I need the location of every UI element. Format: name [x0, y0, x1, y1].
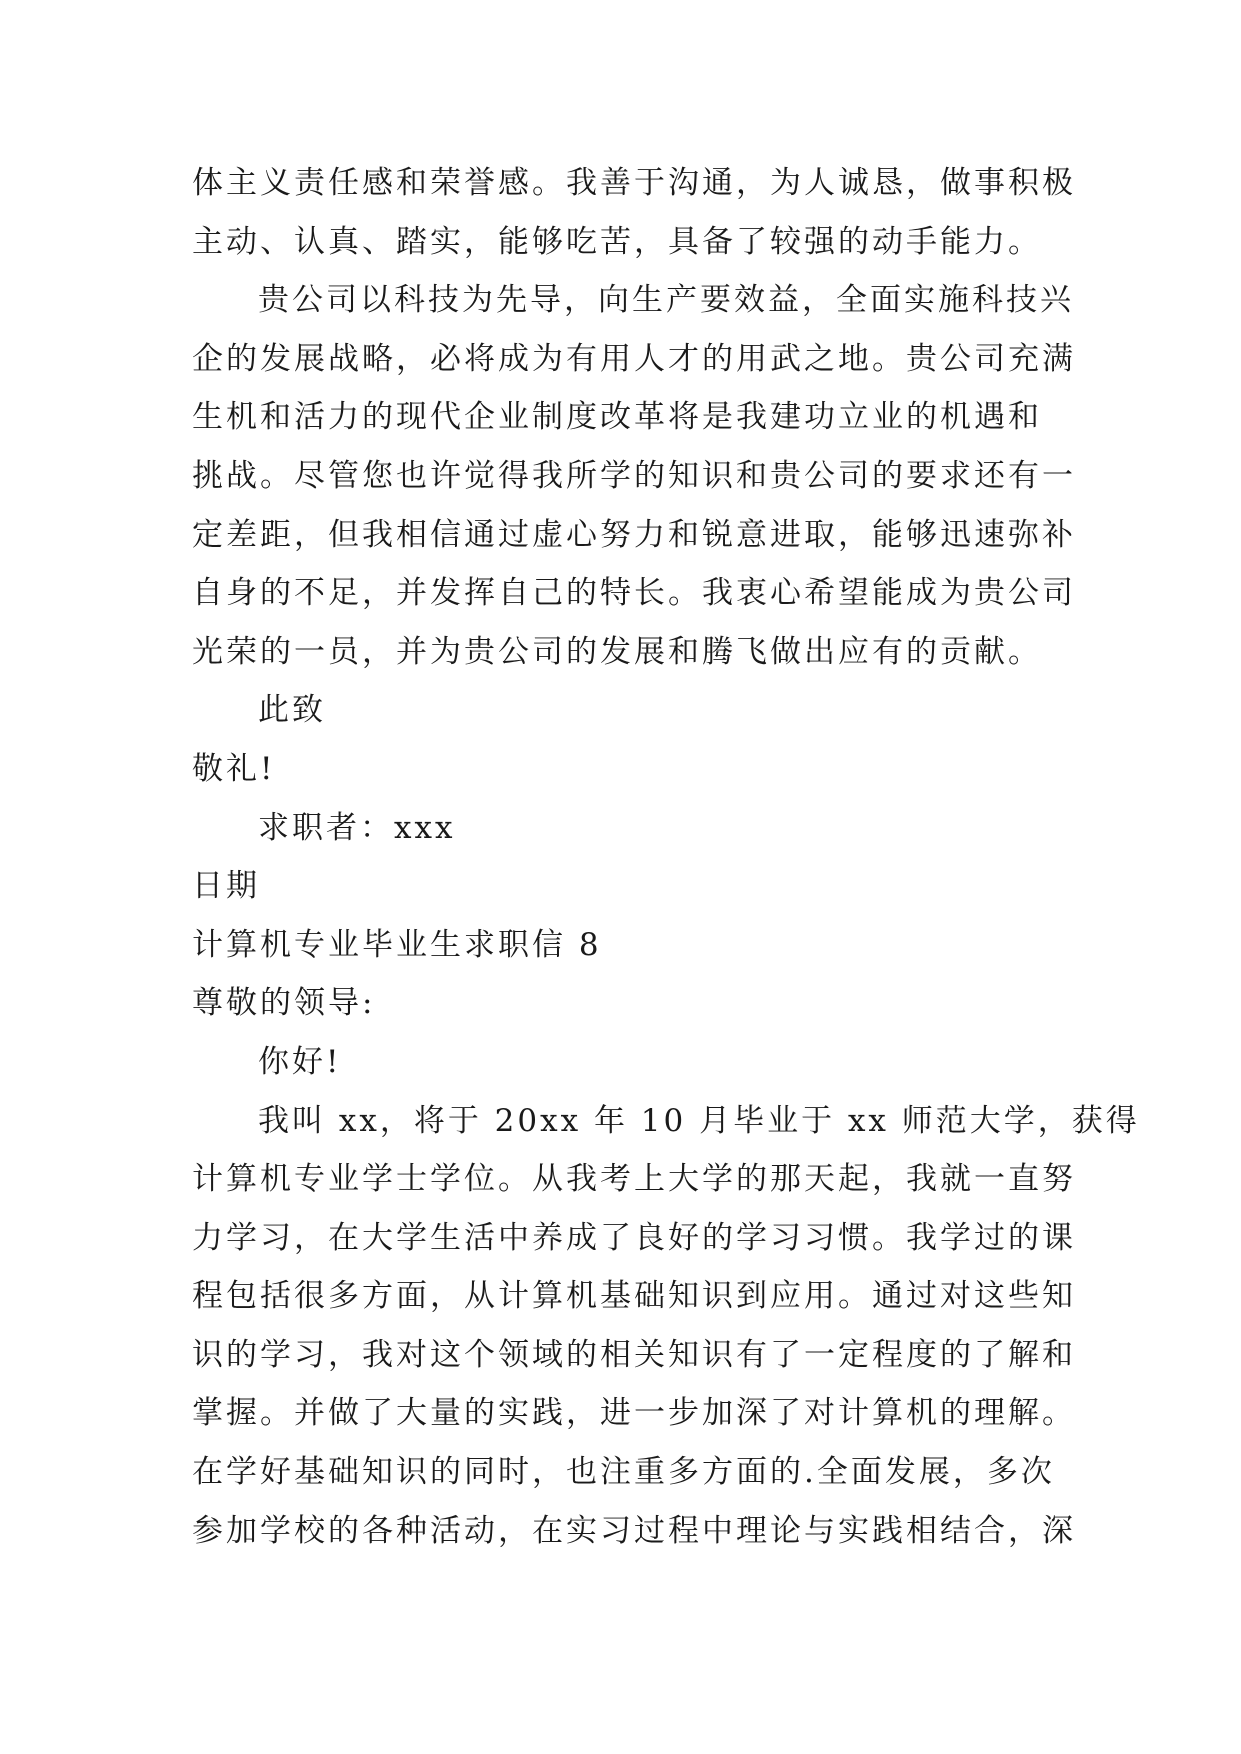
text-line: 此致 — [258, 692, 326, 729]
text-line: 我叫 xx，将于 20xx 年 10 月毕业于 xx 师范大学，获得 — [258, 1102, 1140, 1139]
text-line: 生机和活力的现代企业制度改革将是我建功立业的机遇和 — [192, 399, 1042, 436]
text-line: 程包括很多方面，从计算机基础知识到应用。通过对这些知 — [192, 1278, 1076, 1315]
text-line: 力学习，在大学生活中养成了良好的学习习惯。我学过的课 — [192, 1219, 1076, 1256]
text-line: 贵公司以科技为先导，向生产要效益，全面实施科技兴 — [258, 282, 1074, 319]
text-line: 尊敬的领导: — [192, 985, 376, 1022]
text-line: 光荣的一员，并为贵公司的发展和腾飞做出应有的贡献。 — [192, 633, 1042, 670]
text-line: 体主义责任感和荣誉感。我善于沟通，为人诚恳，做事积极 — [192, 165, 1076, 201]
text-line: 日期 — [192, 868, 260, 905]
text-line: 识的学习，我对这个领域的相关知识有了一定程度的了解和 — [192, 1336, 1076, 1373]
text-line: 定差距，但我相信通过虚心努力和锐意进取，能够迅速弥补 — [192, 516, 1076, 553]
text-line: 掌握。并做了大量的实践，进一步加深了对计算机的理解。 — [192, 1395, 1076, 1432]
text-line: 挑战。尽管您也许觉得我所学的知识和贵公司的要求还有一 — [192, 457, 1076, 494]
text-line: 计算机专业学士学位。从我考上大学的那天起，我就一直努 — [192, 1161, 1076, 1198]
text-line: 你好! — [258, 1043, 342, 1080]
text-line: 敬礼! — [192, 750, 276, 787]
text-line: 主动、认真、踏实，能够吃苦，具备了较强的动手能力。 — [192, 223, 1042, 260]
text-line: 计算机专业毕业生求职信 8 — [192, 926, 602, 963]
text-line: 参加学校的各种活动，在实习过程中理论与实践相结合，深 — [192, 1512, 1076, 1549]
text-line: 在学好基础知识的同时，也注重多方面的.全面发展，多次 — [192, 1454, 1055, 1491]
text-line: 求职者：xxx — [258, 809, 456, 846]
text-line: 企的发展战略，必将成为有用人才的用武之地。贵公司充满 — [192, 340, 1076, 377]
text-line: 自身的不足，并发挥自己的特长。我衷心希望能成为贵公司 — [192, 575, 1076, 612]
document-body — [192, 154, 1140, 1560]
